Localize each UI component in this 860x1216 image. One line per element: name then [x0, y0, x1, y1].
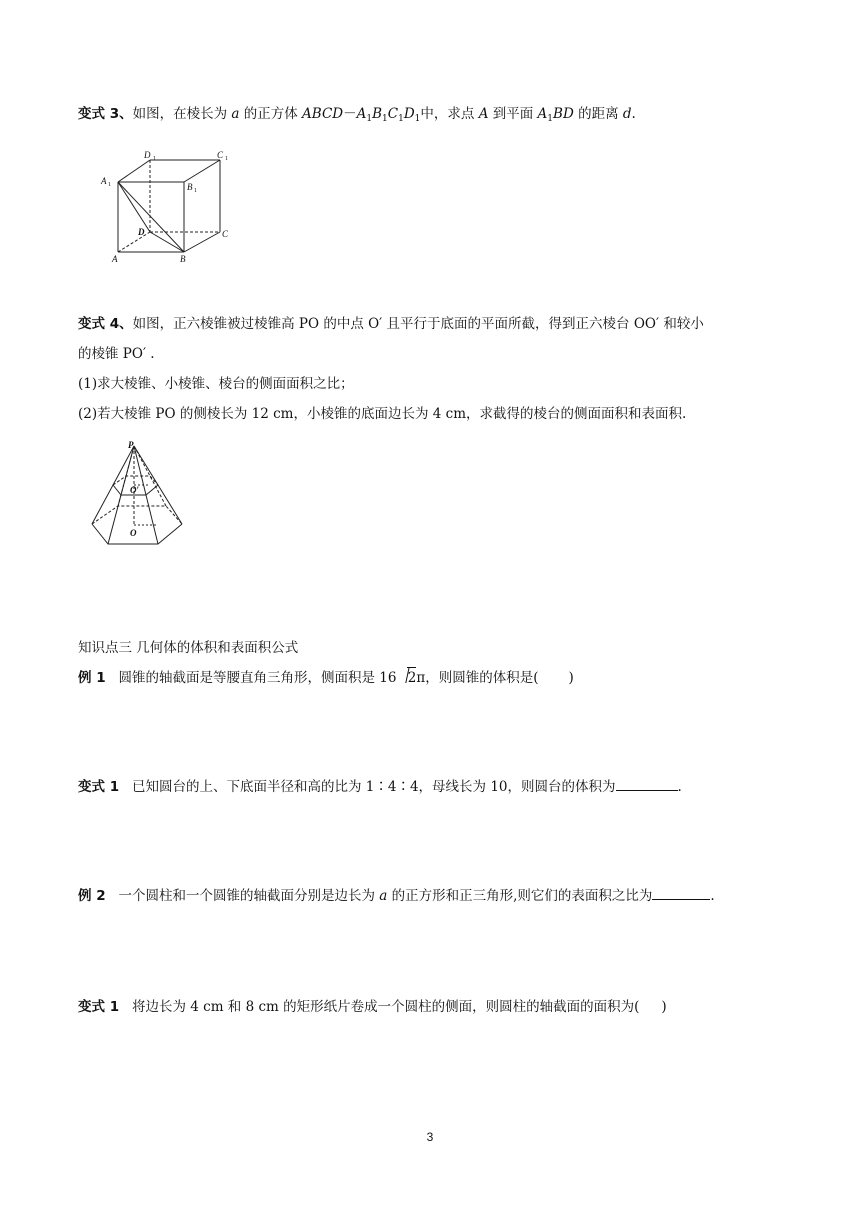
example1-text: 例 1 圆锥的轴截面是等腰直角三角形，侧面积是 16 2π，则圆锥的体积是( ) — [78, 670, 574, 686]
example1-label: 例 1 — [78, 670, 106, 686]
variant3-text: 变式 3、如图，在棱长为 a 的正方体 $ABCD-A_1B_1C_1D_1$中，求点 A 到平面 $A_1BD$ 的距离 d. — [78, 106, 636, 124]
variant1b-text: 变式 1 将边长为 4 cm 和 8 cm 的矩形纸片卷成一个圆柱的侧面，则圆柱的轴截面的面积为( ) — [78, 999, 667, 1015]
label-B: B — [180, 254, 186, 264]
label-D: D — [138, 227, 145, 237]
svg-text:1: 1 — [194, 188, 197, 194]
label-O-prime: O′ — [130, 485, 140, 495]
svg-text:1: 1 — [108, 182, 111, 188]
variant3-label: 变式 3、 — [78, 106, 133, 122]
cube-figure — [98, 148, 238, 268]
variant4-question1: (1)求大棱锥、小棱锥、棱台的侧面面积之比； — [78, 376, 354, 392]
variant1a-label: 变式 1 — [78, 779, 120, 795]
label-P: P — [128, 440, 134, 450]
example2-label: 例 2 — [78, 888, 106, 904]
hexagonal-pyramid-figure — [84, 440, 194, 552]
section-title: 知识点三 几何体的体积和表面积公式 — [78, 640, 299, 656]
label-D1: D — [144, 150, 151, 160]
svg-text:1: 1 — [225, 156, 228, 162]
label-O: O — [130, 528, 137, 538]
variant1a-text: 变式 1 已知圆台的上、下底面半径和高的比为 1∶4∶4，母线长为 10，则圆台的体积为 . — [78, 779, 682, 795]
answer-blank[interactable] — [652, 886, 710, 900]
example2-text: 例 2 一个圆柱和一个圆锥的轴截面分别是边长为 a 的正方形和正三角形,则它们的表面积之比为 . — [78, 888, 715, 904]
variant4-line2: 的棱锥 PO′ . — [78, 346, 155, 362]
label-C: C — [222, 229, 229, 239]
variant4-label: 变式 4、 — [78, 316, 133, 332]
label-C1: C — [217, 150, 224, 160]
page-number: 3 — [426, 1130, 434, 1144]
variant4-question2: (2)若大棱锥 PO 的侧棱长为 12 cm，小棱锥的底面边长为 4 cm，求截得的棱台的侧面面积和表面积. — [78, 406, 687, 422]
svg-text:1: 1 — [153, 156, 156, 162]
label-B1: B — [187, 182, 193, 192]
variant1b-label: 变式 1 — [78, 999, 120, 1015]
label-A1: A — [101, 176, 107, 186]
sqrt-symbol: 2 — [401, 668, 417, 688]
answer-blank[interactable] — [616, 777, 678, 791]
label-A: A — [112, 254, 118, 264]
variant4-line1: 变式 4、如图，正六棱锥被过棱锥高 PO 的中点 O′ 且平行于底面的平面所截，得到正六棱台 OO′ 和较小 — [78, 316, 704, 332]
